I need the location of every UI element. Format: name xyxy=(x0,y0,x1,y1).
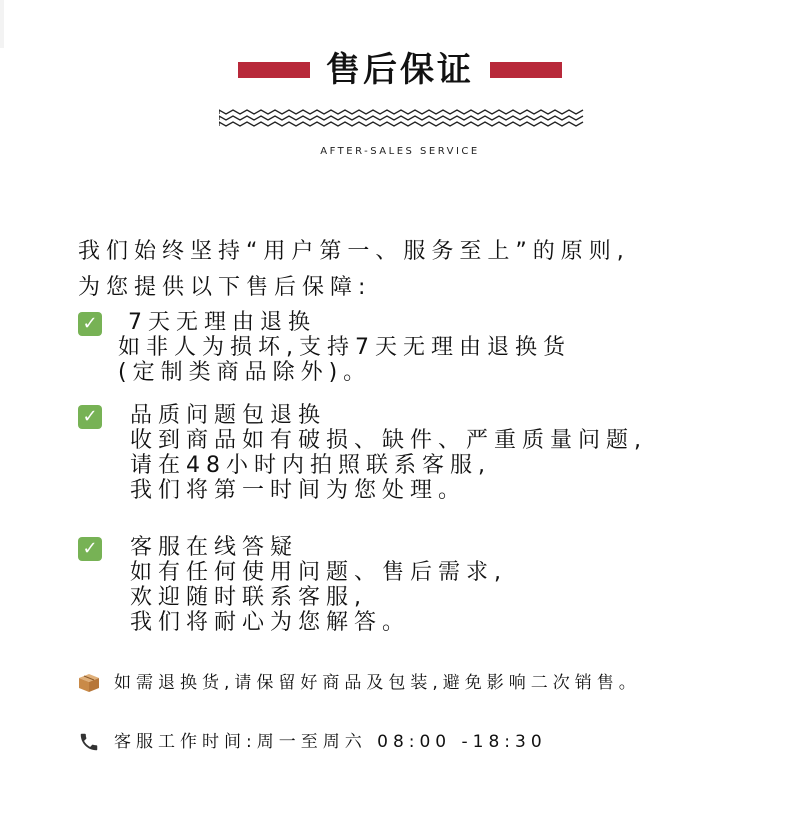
section-heading: 7天无理由退换 xyxy=(128,310,316,335)
intro-line-2: 为您提供以下售后保障: xyxy=(78,275,372,300)
packaging-note xyxy=(78,671,641,695)
section-line: 欢迎随时联系客服, xyxy=(130,585,367,610)
section-line: 如有任何使用问题、售后需求, xyxy=(130,560,507,585)
check-mark-icon: ✓ xyxy=(78,537,102,561)
intro-text xyxy=(78,234,630,306)
page-title: 售后保证 xyxy=(326,50,474,90)
section-line: 请在48小时内拍照联系客服, xyxy=(130,453,491,478)
section-heading: 客服在线答疑 xyxy=(130,535,299,560)
page-subtitle: AFTER-SALES SERVICE xyxy=(320,146,480,157)
packaging-note-text: 如需退换货,请保留好商品及包装,避免影响二次销售。 xyxy=(114,673,641,693)
zigzag-line xyxy=(219,110,583,114)
zigzag-divider xyxy=(219,106,587,130)
section-line: 我们将耐心为您解答。 xyxy=(130,610,411,635)
section-line: 收到商品如有破损、缺件、严重质量问题, xyxy=(130,428,647,453)
zigzag-line xyxy=(219,122,583,126)
service-hours-text: 客服工作时间:周一至周六 08:00 -18:30 xyxy=(114,732,547,752)
check-mark-icon: ✓ xyxy=(78,405,102,429)
title-row xyxy=(0,50,800,90)
section-line: 如非人为损坏,支持7天无理由退换货 xyxy=(118,335,571,360)
title-bar-right xyxy=(490,62,562,78)
section-heading: 品质问题包退换 xyxy=(130,403,327,428)
corner-mark xyxy=(0,0,4,48)
phone-icon xyxy=(78,731,100,753)
title-bar-left xyxy=(238,62,310,78)
section-line: (定制类商品除外)。 xyxy=(118,360,372,385)
check-mark-icon: ✓ xyxy=(78,312,102,336)
zigzag-line xyxy=(219,116,583,120)
package-icon xyxy=(78,673,100,693)
service-hours xyxy=(78,730,547,754)
section-line: 我们将第一时间为您处理。 xyxy=(130,478,467,503)
intro-line-1: 我们始终坚持“用户第一、服务至上”的原则, xyxy=(78,239,630,264)
